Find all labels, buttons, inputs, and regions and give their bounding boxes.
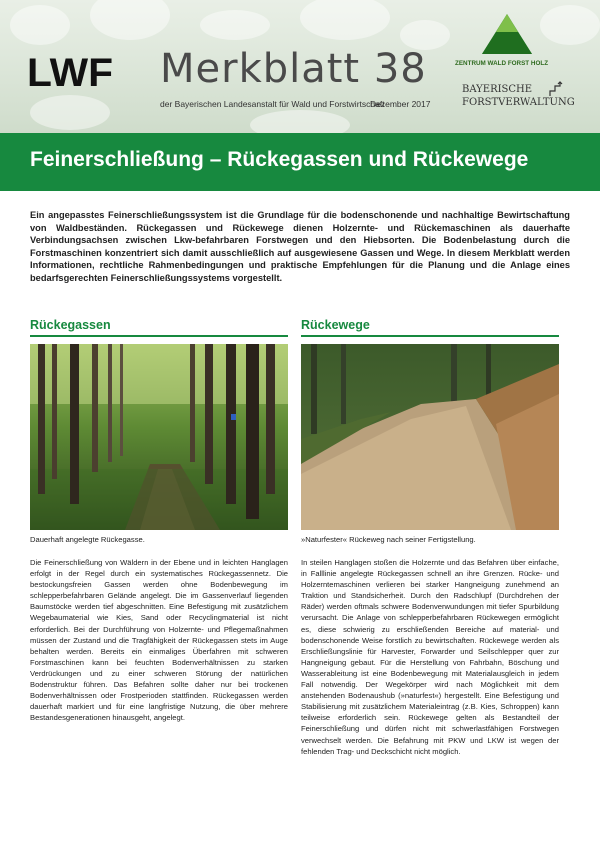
body-text-right: In steilen Hanglagen stoßen die Holzernte und das Befahren über einfache, in Falllinie angelegte Rückegassen schnell an ihre Grenzen. Rücke- und Holzerntemaschinen verlieren bei starker Hangneigung zunehmend an Traktion und Standsicherheit. Durch den Radschlupf (Durchdrehen der Räder) werden oftmals schwere Bodenverwundungen mit tiefer Spurbildung verursacht. Die Anlage von schlepperbefahrbaren Rückewegen ermöglicht es, diese schwierig zu erschließenden Bereiche auf material- und bodenschonende Weise forstlich zu bewirtschaften. Rückewege werden als Erschließungslinie für Harvester, Forwarder und Seilschlepper quer zur Hangneigung gebaut. Für die Herstellung von Fahrbahn, Böschung und Wasserableitung ist eine Bodenbewegung mit Materialausgleich in jedem Fall notwendig. Der Wegekörper wird nach Möglichkeit mit dem anstehenden Bodenaushub (»naturfest«) hergestellt. Eine Befestigung und Stabilisierung mit zusätzlichem Materialeintrag (z.B. Kies, Schroppen) kann teilweise erforderlich sein. Rückewege gelten als Bestandteil der Feinerschließung und dürfen nicht mit schwerlastfähigen Forstwegen verwechselt werden. Die Befahrung mit PKW und LKW ist wegen der fehlenden Trag- und Deckschicht nicht möglich. (301, 558, 559, 756)
section-heading-rueckegassen: Rückegassen (30, 318, 111, 332)
stair-arrow-icon (548, 80, 564, 98)
merkblatt-title: Merkblatt 38 (160, 46, 427, 92)
section-heading-rueckewege: Rückewege (301, 318, 370, 332)
lwf-logo (27, 54, 115, 90)
zentrum-logo-text: ZENTRUM WALD FORST HOLZ (455, 60, 549, 67)
forstverwaltung-line2: FORSTVERWALTUNG (462, 97, 575, 108)
photo-rueckegasse (30, 344, 288, 530)
page-header (0, 0, 600, 133)
intro-paragraph: Ein angepasstes Feinerschließungssystem ist die Grundlage für die bodenschonende und nachhaltige Bewirtschaftung von Waldbeständen. Rückegassen und Rückewege dienen Holzernte- und Rückemaschinen als dauerhafte Verbindungsachsen zwischen Lkw-befahrbaren Forstwegen und den Hiebsorten. Die Bodenbelastung durch die Forstmaschinen konzentriert sich damit ausschließlich auf ausgewiesene Gassen und Wege. In diesem Merkblatt werden Informationen, rechtliche Rahmenbedingungen und praktische Empfehlungen für die Planung und die Anlage eines bedarfsgerechten Feinerschließungssystems vorgestellt. (30, 210, 570, 283)
merkblatt-date: Dezember 2017 (370, 99, 431, 109)
caption-rueckeweg: »Naturfester« Rückeweg nach seiner Fertigstellung. (301, 535, 476, 544)
section-rule-left (30, 335, 288, 337)
photo-rueckeweg (301, 344, 559, 530)
caption-rueckegasse: Dauerhaft angelegte Rückegasse. (30, 535, 145, 544)
lwf-logo-text: LWF (27, 54, 113, 90)
section-rule-right (301, 335, 559, 337)
merkblatt-subtitle: der Bayerischen Landesanstalt für Wald und Forstwirtschaft (160, 99, 385, 109)
title-band (0, 133, 600, 191)
body-text-left: Die Feinerschließung von Wäldern in der Ebene und in leichten Hanglagen erfolgt in der Regel durch ein systematisches Rückegassennetz. Die bestockungsfreien Gassen werden ohne Bodenbewegung im schlepperbefahrbaren Gelände angelegt. Die im Gassenverlauf liegenden Baumstöcke werden tief abgeschnitten. Eine Befestigung mit zusätzlichem Wegebaumaterial wie Kies, Sand oder Recyclingmaterial ist nicht erforderlich. Bei der Durchführung von Holzernte- und Pflegemaßnahmen müssen der Zustand und die Tragfähigkeit der Rückegassen stets im Auge behalten werden. Bereits ein einmaliges Überfahren mit schweren Forstmaschinen kann bei feuchten Bodenverhältnissen zu starken Verdrückungen und zu einer schweren Störung der natürlichen Bodenstruktur führen. Das Befahren sollte daher nur bei trockenen Bodenverhältnissen oder Frostperioden stattfinden. Rückegassen werden dauerhaft markiert und für eine langfristige Nutzung, die über mehrere Bestandesgenerationen hinausgeht, angelegt. (30, 558, 288, 723)
green-mountain-triangle-icon (480, 12, 534, 56)
forstverwaltung-line1: BAYERISCHE (462, 84, 533, 95)
page-title: Feinerschließung – Rückegassen und Rückewege (30, 148, 529, 171)
